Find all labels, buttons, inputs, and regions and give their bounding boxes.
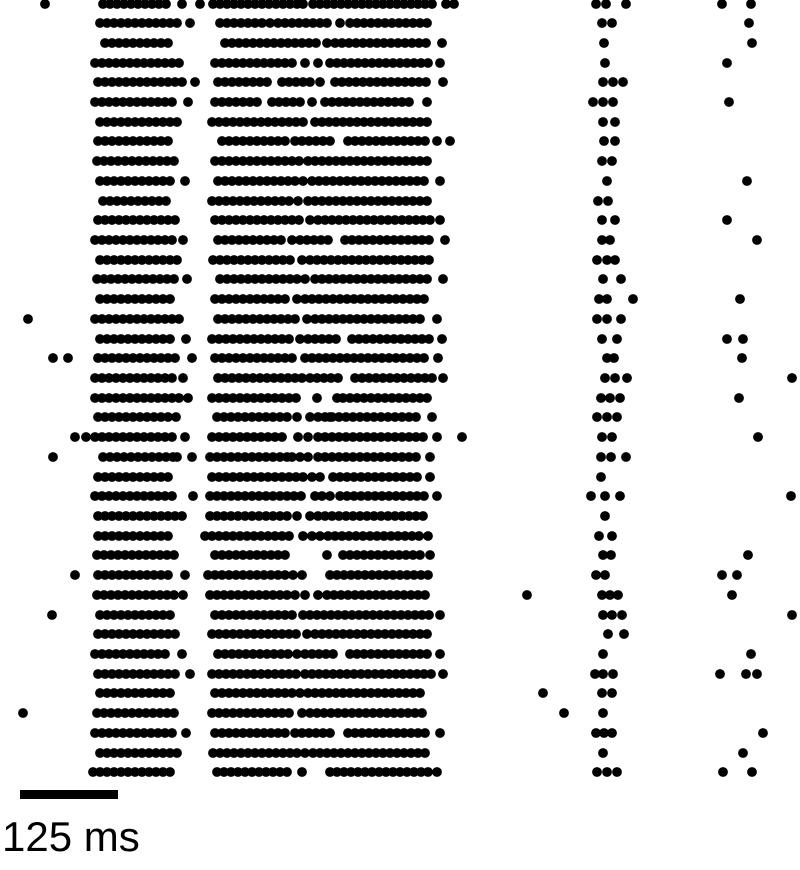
raster-dots <box>18 0 797 777</box>
scale-bar-label: 125 ms <box>2 813 140 860</box>
scale-bar <box>20 790 118 799</box>
